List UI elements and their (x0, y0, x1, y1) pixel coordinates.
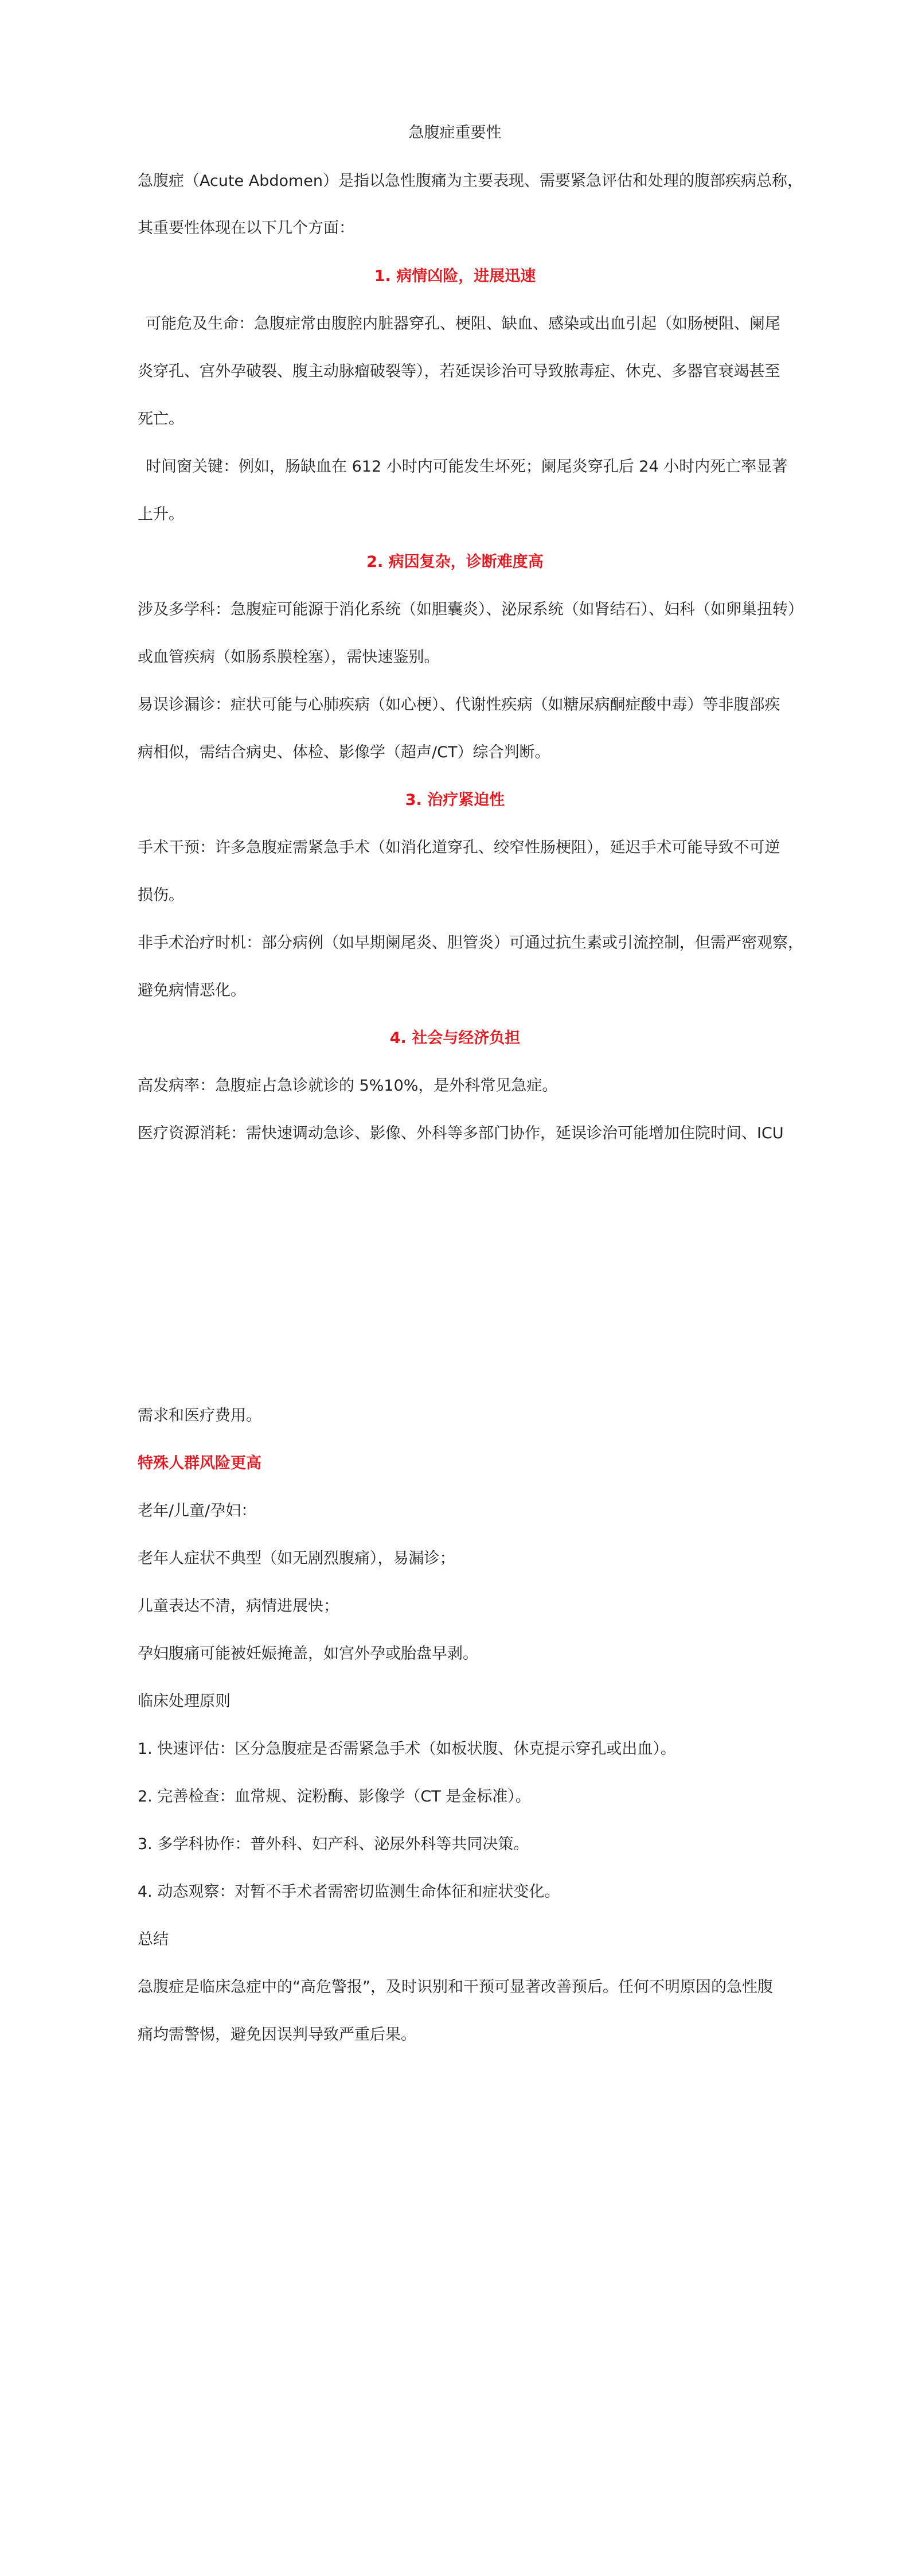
special-population-intro: 老年/儿童/孕妇： (138, 1502, 257, 1520)
summary-line-1: 急腹症是临床急症中的“高危警报”，及时识别和干预可显著改善预后。任何不明原因的急性腹 (138, 1978, 773, 1996)
intro-line-1: 急腹症（Acute Abdomen）是指以急性腹痛为主要表现、需要紧急评估和处理的腹部疾病总称， (138, 172, 803, 190)
section-4-heading: 4. 社会与经济负担 (389, 1029, 521, 1047)
document-title: 急腹症重要性 (408, 124, 502, 142)
section-4-para-2-line-2: 需求和医疗费用。 (138, 1407, 261, 1425)
section-1-para-1-line-1: 可能危及生命：急腹症常由腹腔内脏器穿孔、梗阻、缺血、感染或出血引起（如肠梗阻、阑尾 (146, 315, 780, 333)
intro-line-2: 其重要性体现在以下几个方面： (138, 219, 354, 237)
principles-heading: 临床处理原则 (138, 1692, 231, 1710)
section-3-para-1-line-2: 损伤。 (138, 886, 184, 904)
section-3-para-1-line-1: 手术干预：许多急腹症需紧急手术（如消化道穿孔、绞窄性肠梗阻），延迟手术可能导致不可逆 (138, 839, 780, 857)
principle-item-3: 3. 多学科协作：普外科、妇产科、泌尿外科等共同决策。 (138, 1835, 529, 1853)
section-2-para-2-line-2: 病相似，需结合病史、体检、影像学（超声/CT）综合判断。 (138, 744, 550, 761)
special-population-heading: 特殊人群风险更高 (138, 1454, 261, 1472)
principle-item-1: 1. 快速评估：区分急腹症是否需紧急手术（如板状腹、休克提示穿孔或出血）。 (138, 1740, 676, 1758)
summary-heading: 总结 (138, 1931, 169, 1948)
principle-item-2: 2. 完善检查：血常规、淀粉酶、影像学（CT 是金标准）。 (138, 1788, 531, 1805)
section-4-para-2-line-1: 医疗资源消耗：需快速调动急诊、影像、外科等多部门协作，延误诊治可能增加住院时间、ICU (138, 1124, 784, 1142)
principle-item-4: 4. 动态观察：对暂不手术者需密切监测生命体征和症状变化。 (138, 1883, 560, 1901)
section-1-para-1-line-3: 死亡。 (138, 410, 184, 428)
section-3-heading: 3. 治疗紧迫性 (405, 791, 505, 809)
special-population-item-2: 儿童表达不清，病情进展快； (138, 1597, 339, 1615)
section-2-para-2-line-1: 易误诊漏诊：症状可能与心肺疾病（如心梗）、代谢性疾病（如糖尿病酮症酸中毒）等非腹部疾 (138, 696, 780, 714)
section-1-para-2-line-2: 上升。 (138, 505, 184, 523)
special-population-item-1: 老年人症状不典型（如无剧烈腹痛），易漏诊； (138, 1550, 455, 1567)
section-1-heading: 1. 病情凶险，进展迅速 (374, 267, 536, 285)
section-2-heading: 2. 病因复杂，诊断难度高 (366, 553, 544, 571)
summary-line-2: 痛均需警惕，避免因误判导致严重后果。 (138, 2026, 416, 2044)
special-population-item-3: 孕妇腹痛可能被妊娠掩盖，如宫外孕或胎盘早剥。 (138, 1645, 478, 1663)
section-4-para-1: 高发病率：急腹症占急诊就诊的 5%10%，是外科常见急症。 (138, 1077, 558, 1095)
section-3-para-2-line-1: 非手术治疗时机：部分病例（如早期阑尾炎、胆管炎）可通过抗生素或引流控制，但需严密观察， (138, 934, 803, 952)
section-1-para-2-line-1: 时间窗关键：例如，肠缺血在 612 小时内可能发生坏死；阑尾炎穿孔后 24 小时内死亡率显著 (146, 458, 788, 476)
section-2-para-1-line-1: 涉及多学科：急腹症可能源于消化系统（如胆囊炎）、泌尿系统（如肾结石）、妇科（如卵巢扭转） (138, 601, 803, 618)
section-1-para-1-line-2: 炎穿孔、宫外孕破裂、腹主动脉瘤破裂等），若延误诊治可导致脓毒症、休克、多器官衰竭甚至 (138, 363, 780, 380)
section-2-para-1-line-2: 或血管疾病（如肠系膜栓塞），需快速鉴别。 (138, 648, 440, 666)
section-3-para-2-line-2: 避免病情恶化。 (138, 982, 246, 999)
